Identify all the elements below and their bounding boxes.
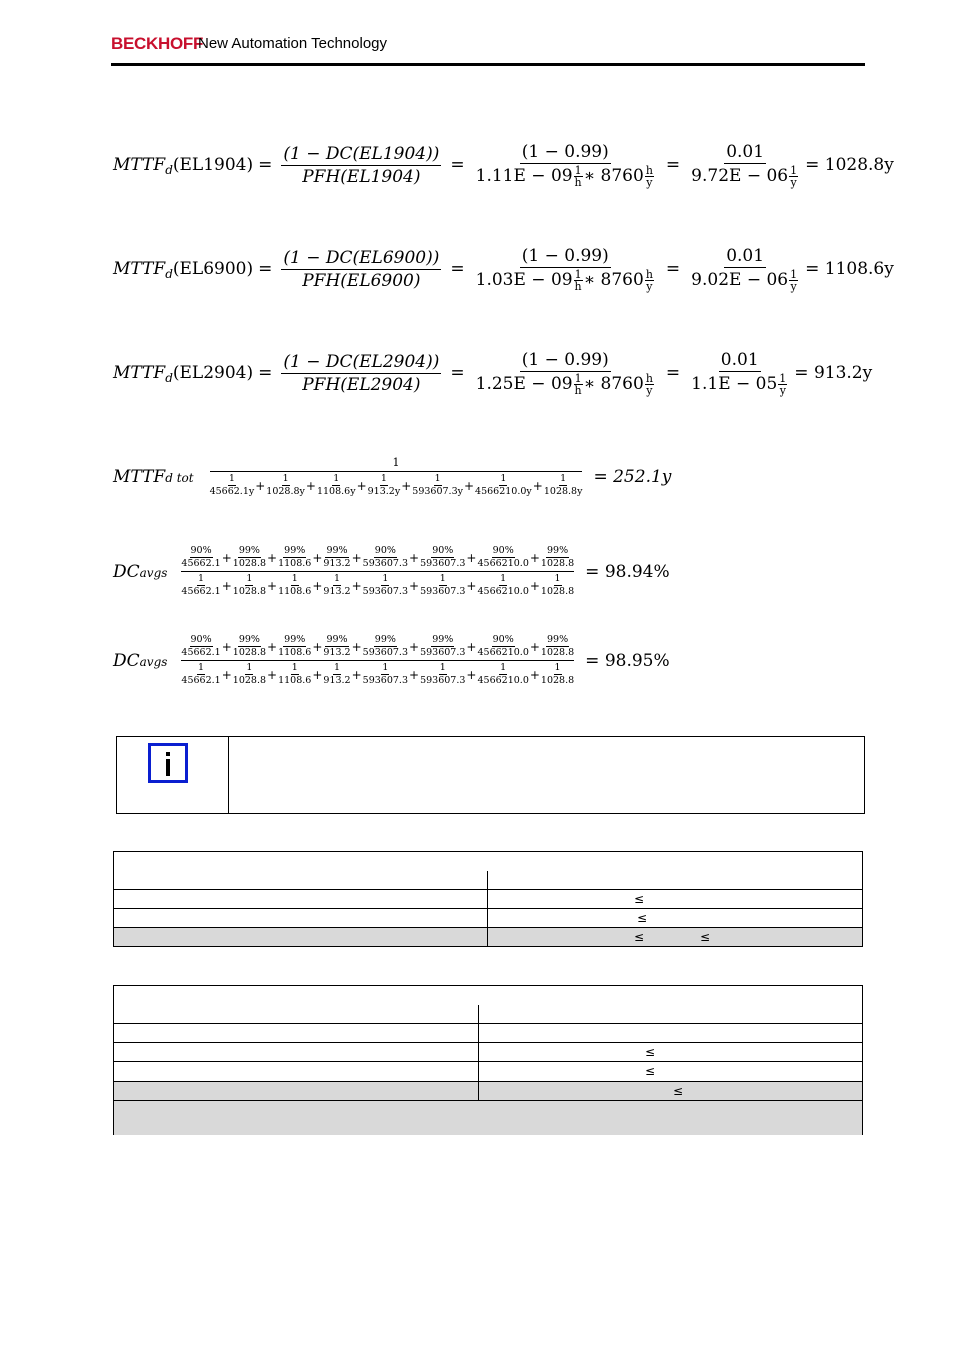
reciprocal-term: $\frac{1}{1028.8}$ (232, 662, 267, 686)
dc-term: $\frac{99\%}{1028.8}$ (232, 634, 267, 658)
plus-sign: + (463, 478, 475, 493)
mttf-total-label: MTTFd tot (113, 466, 194, 487)
plus-sign: + (351, 667, 362, 682)
fraction-values: (1 − 0.99) 1.11E − 09 $\frac{1}{h}$ ∗ 8760 $\frac{h}{y}$ (475, 142, 653, 189)
fraction-dc-over-pfh: (1 − DC(EL6900)) PFH(EL6900) (283, 247, 440, 291)
plus-sign: + (356, 478, 367, 493)
result-mttf-total: = 252.1y (593, 466, 672, 487)
equation-mttf-total (113, 456, 676, 497)
plus-sign: + (466, 667, 477, 682)
table-1 (113, 851, 863, 947)
page-header (111, 32, 865, 66)
plus-sign: + (529, 550, 540, 565)
fraction-values: (1 − 0.99) 1.03E − 09 $\frac{1}{h}$ ∗ 8760 $\frac{h}{y}$ (475, 246, 653, 293)
fraction-dc-over-pfh: (1 − DC(EL1904)) PFH(EL1904) (283, 143, 440, 187)
fraction-simplified: 0.01 9.02E − 06 $\frac{1}{y}$ (691, 246, 798, 293)
plus-sign: + (466, 578, 477, 593)
reciprocal-term: $\frac{1}{1028.8y}$ (266, 473, 305, 497)
equation-mttf-el2904: MTTF d (EL2904) = (1 − DC(EL2904)) PFH(EL2904) = (1 − 0.99) 1.25E − 09 $\frac{1}{h}$ ∗ 8760 $\frac{h}{y}$ = 0.01 1.1E − 05 $\frac{1}{y}$ = 913.2y (113, 350, 873, 397)
dc-term: 90% 45662.1 (181, 634, 221, 658)
table-row: ≤ (114, 1081, 862, 1101)
plus-sign: + (401, 478, 412, 493)
dc-avg-2-label: DCavgs (113, 650, 168, 671)
plus-sign: + (221, 667, 232, 682)
brand-tagline: New Automation Technology (198, 35, 388, 52)
reciprocal-term: $\frac{1}{593607.3}$ (420, 573, 466, 597)
plus-sign: + (409, 578, 420, 593)
plus-sign: + (221, 550, 232, 565)
plus-sign: + (267, 578, 278, 593)
reciprocal-term: $\frac{1}{1108.6y}$ (316, 473, 356, 497)
dc-term: $\frac{99\%}{913.2}$ (323, 545, 351, 569)
table-row: ≤ ≤ (114, 927, 862, 946)
table-row: ≤ (114, 1061, 862, 1081)
reciprocal-term: $\frac{1}{913.2}$ (323, 573, 351, 597)
plus-sign: + (267, 667, 278, 682)
dc-term: $\frac{99\%}{913.2}$ (323, 634, 351, 658)
dc-avg-2-fraction (181, 635, 574, 686)
reciprocal-term: $\frac{1}{1108.6}$ (278, 662, 312, 686)
plus-sign: + (466, 550, 477, 565)
note-box (116, 736, 865, 814)
plus-sign: + (409, 639, 420, 654)
reciprocal-term: $\frac{1}{593607.3y}$ (412, 473, 463, 497)
reciprocal-term: $\frac{1}{593607.3}$ (362, 573, 409, 597)
dc-term: $\frac{99\%}{1108.6}$ (278, 545, 312, 569)
dc-term: 90% 45662.1 (181, 545, 221, 569)
dc-term: $\frac{90\%}{593607.3}$ (420, 545, 466, 569)
plus-sign: + (351, 578, 362, 593)
plus-sign: + (532, 478, 543, 493)
plus-sign: + (312, 667, 323, 682)
result-mttf-el1904: = 1028.8y (805, 155, 894, 175)
plus-sign: + (351, 550, 362, 565)
table-row: ≤ (114, 1042, 862, 1062)
dc-term: $\frac{90\%}{593607.3}$ (362, 545, 409, 569)
fraction-simplified: 0.01 9.72E − 06 $\frac{1}{y}$ (691, 142, 798, 189)
plus-sign: + (305, 478, 316, 493)
plus-sign: + (312, 578, 323, 593)
reciprocal-term: $\frac{1}{913.2}$ (323, 662, 351, 686)
dc-term: $\frac{90\%}{4566210.0}$ (477, 634, 529, 658)
reciprocal-term: $\frac{1}{1028.8y}$ (543, 473, 583, 497)
reciprocal-term: $\frac{1}{913.2y}$ (367, 473, 401, 497)
fraction-simplified: 0.01 1.1E − 05 $\frac{1}{y}$ (691, 350, 787, 397)
table-row: ≤ (114, 889, 862, 909)
plus-sign: + (409, 550, 420, 565)
plus-sign: + (529, 639, 540, 654)
reciprocal-term: $\frac{1}{1108.6}$ (278, 573, 312, 597)
plus-sign: + (221, 639, 232, 654)
dc-term: $\frac{99\%}{593607.3}$ (420, 634, 466, 658)
plus-sign: + (312, 639, 323, 654)
dc-term: $\frac{99\%}{1028.8}$ (540, 634, 575, 658)
dc-avg-1-fraction (181, 546, 574, 597)
plus-sign: + (529, 578, 540, 593)
reciprocal-term: $\frac{1}{4566210.0y}$ (475, 473, 532, 497)
result-dc-avg-2: = 98.95% (585, 650, 670, 671)
fraction-values: (1 − 0.99) 1.25E − 09 $\frac{1}{h}$ ∗ 8760 $\frac{h}{y}$ (475, 350, 653, 397)
plus-sign: + (351, 639, 362, 654)
dc-term: $\frac{99\%}{1028.8}$ (540, 545, 575, 569)
brand-logo: BECKHOFF (111, 34, 204, 53)
plus-sign: + (255, 478, 266, 493)
reciprocal-term: $\frac{1}{593607.3}$ (362, 662, 409, 686)
info-icon (148, 743, 188, 783)
equation-mttf-el1904: MTTF d (EL1904) = (1 − DC(EL1904)) PFH(EL1904) = (1 − 0.99) 1.11E − 09 $\frac{1}{h}$ ∗ 8760 $\frac{h}{y}$ = 0.01 9.72E − 06 $\frac{1}{y}$ = 1028.8y (113, 142, 894, 189)
plus-sign: + (267, 550, 278, 565)
dc-avg-1-label: DCavgs (113, 561, 168, 582)
fraction-dc-over-pfh: (1 − DC(EL2904)) PFH(EL2904) (283, 351, 440, 395)
reciprocal-term: $\frac{1}{1028.8}$ (540, 573, 575, 597)
mttf-total-fraction: 1 1 45662.1y + $\frac{1}{1028.8y}$ + $\frac{1}{1108.6y}$ + $\frac{1}{913.2y}$ + $\frac{1}{593607.3y}$ + $\frac{1}{4566210.0y}$ + $\frac{1}{1028.8y}$ (209, 456, 583, 497)
table-row: ≤ (114, 908, 862, 928)
reciprocal-term: $\frac{1}{1028.8}$ (540, 662, 575, 686)
plus-sign: + (466, 639, 477, 654)
dc-term: $\frac{99\%}{1028.8}$ (232, 545, 267, 569)
reciprocal-term: $\frac{1}{593607.3}$ (420, 662, 466, 686)
table-row (114, 1100, 862, 1135)
dc-term: $\frac{99\%}{1108.6}$ (278, 634, 312, 658)
plus-sign: + (312, 550, 323, 565)
plus-sign: + (221, 578, 232, 593)
equation-dc-avg-1 (113, 546, 675, 597)
plus-sign: + (409, 667, 420, 682)
result-mttf-el6900: = 1108.6y (805, 259, 894, 279)
plus-sign: + (529, 667, 540, 682)
table-2 (113, 985, 863, 1135)
plus-sign: + (267, 639, 278, 654)
equation-mttf-el6900: MTTF d (EL6900) = (1 − DC(EL6900)) PFH(EL6900) = (1 − 0.99) 1.03E − 09 $\frac{1}{h}$ ∗ 8760 $\frac{h}{y}$ = 0.01 9.02E − 06 $\frac{1}{y}$ = 1108.6y (113, 246, 894, 293)
dc-term: $\frac{90\%}{4566210.0}$ (477, 545, 529, 569)
dc-term: $\frac{99\%}{593607.3}$ (362, 634, 409, 658)
reciprocal-term: $\frac{1}{4566210.0}$ (477, 573, 529, 597)
result-mttf-el2904: = 913.2y (794, 363, 873, 383)
reciprocal-term: 1 45662.1y (209, 473, 255, 497)
reciprocal-term: $\frac{1}{4566210.0}$ (477, 662, 529, 686)
reciprocal-term: $\frac{1}{1028.8}$ (232, 573, 267, 597)
reciprocal-term: 1 45662.1 (181, 573, 221, 597)
equation-dc-avg-2 (113, 635, 675, 686)
table-row (114, 1023, 862, 1043)
result-dc-avg-1: = 98.94% (585, 561, 670, 582)
reciprocal-term: 1 45662.1 (181, 662, 221, 686)
